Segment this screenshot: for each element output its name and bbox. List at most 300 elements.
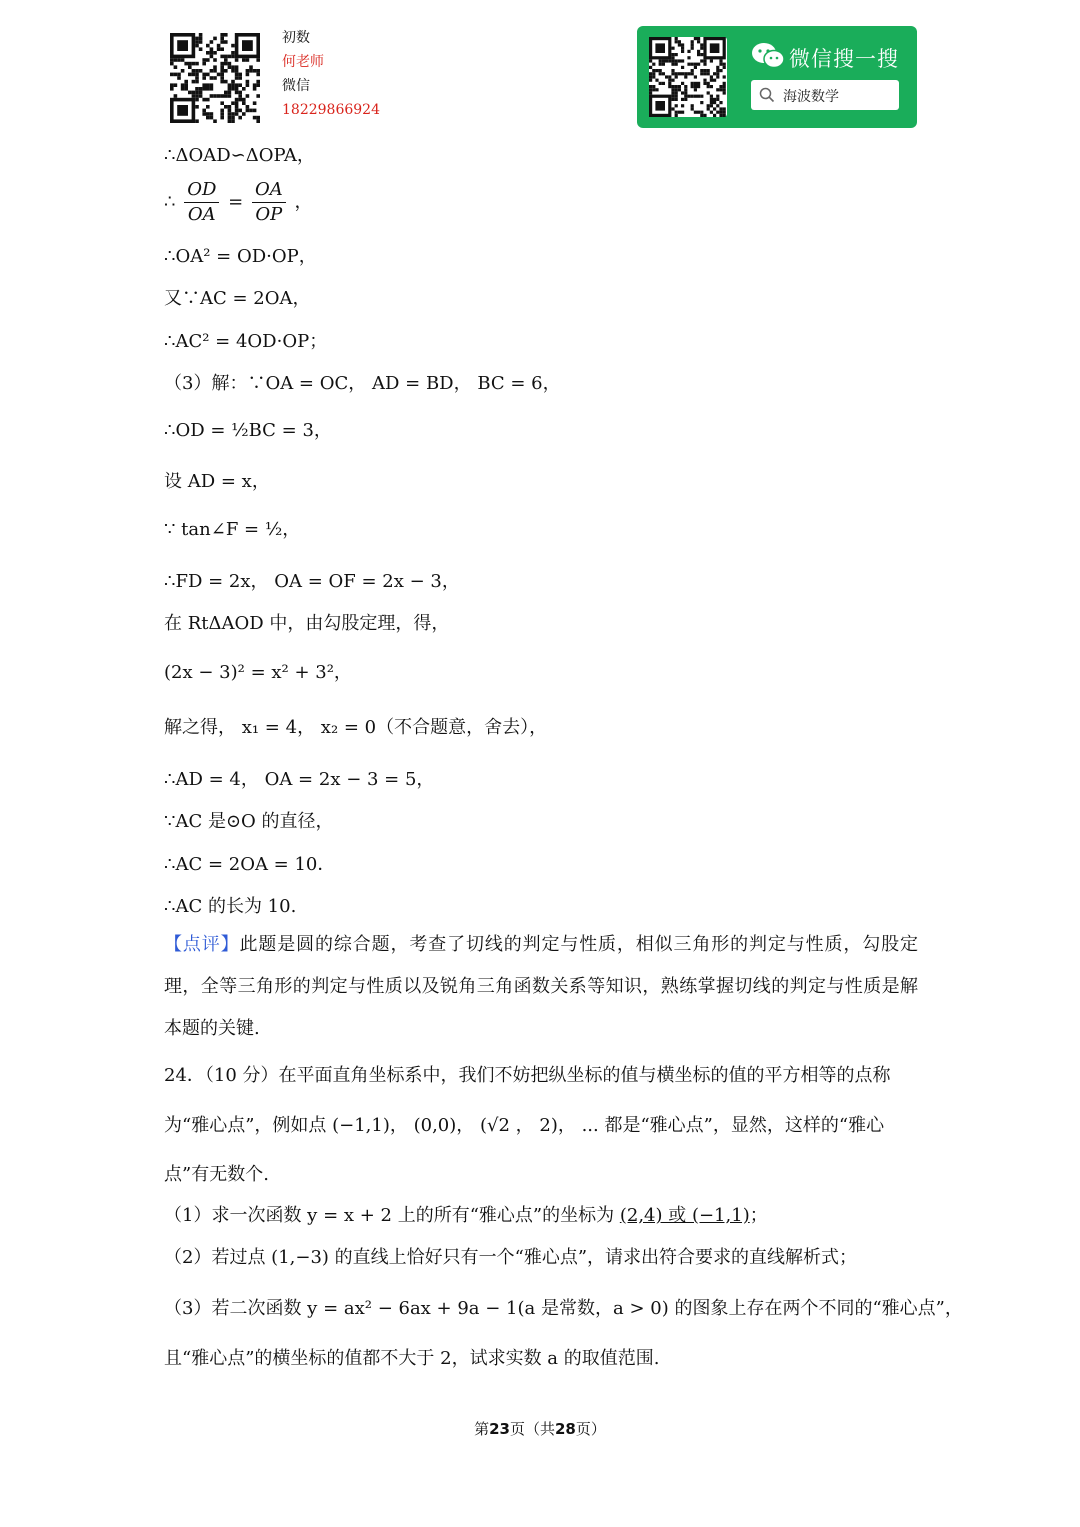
qr-module [195,73,199,77]
qr-module [694,63,697,66]
qr-module [707,82,710,85]
qr-module [671,85,674,88]
footer-post: 页） [575,1420,606,1438]
qr-module [181,58,185,62]
qr-module [694,75,697,78]
qr-module [700,101,703,104]
qr-module [659,82,662,85]
qr-module [206,73,210,77]
qr-module [691,95,694,98]
qr-module [665,59,668,62]
qr-module [195,94,199,98]
qr-code [170,33,260,125]
qr-module [181,83,185,87]
contact-line-1: 初数 [282,30,310,46]
qr-module [671,69,674,72]
qr-module [224,62,228,66]
qr-module [716,104,719,107]
qr-module [681,104,684,107]
solution-line: 解之得， x₁ = 4， x₂ = 0（不合题意，舍去）， [164,717,548,738]
solution-line: ∴AC = 2OA = 10． [164,854,336,875]
qr-module [228,62,232,66]
qr-module [716,75,719,78]
qr-module [210,83,214,87]
qr-module [694,66,697,69]
qr-module [652,88,655,91]
qr-module [231,101,235,105]
qr-module [220,47,224,51]
qr-module [652,85,655,88]
qr-module [192,91,196,95]
qr-module [655,88,658,91]
qr-module [228,109,232,113]
qr-module [184,80,188,84]
qr-module [220,112,224,116]
qr-module [684,85,687,88]
qr-module [681,111,684,114]
qr-module [238,109,242,113]
qr-module [652,63,655,66]
qr-module [220,80,224,84]
qr-module [675,40,678,43]
qr-module [202,87,206,91]
qr-module [238,94,242,98]
qr-module [202,109,206,113]
qr-module [649,88,652,91]
qr-module [192,80,196,84]
qr-module [177,73,181,77]
qr-module [246,109,250,113]
qr-module [206,44,210,48]
qr-module [210,40,214,44]
qr-module [713,98,716,101]
qr-module [170,87,174,91]
qr-module [716,111,719,114]
qr-module [687,72,690,75]
qr-module [220,69,224,73]
qr-module [256,83,260,87]
qr-module [678,72,681,75]
qr-module [681,59,684,62]
footer-total-pages: 28 [555,1420,576,1438]
qr-module [659,63,662,66]
qr-module [700,43,703,46]
qr-module [707,85,710,88]
qr-module [719,85,722,88]
qr-module [220,33,224,37]
qr-module [228,116,232,120]
qr-module [177,58,181,62]
qr-module [174,83,178,87]
solution-line: ∴AC 的长为 10. [164,896,297,917]
qr-module [246,83,250,87]
qr-module [192,73,196,77]
qr-module [675,114,678,117]
qr-module [253,109,257,113]
qr-module [238,76,242,80]
qr-module [710,98,713,101]
qr-module [210,116,214,120]
qr-module [723,85,726,88]
qr-module [697,53,700,56]
qr-module [174,94,178,98]
qr-finder [177,105,188,116]
solution-line: 设 AD = x， [164,471,270,492]
qr-module [691,63,694,66]
qr-module [256,73,260,77]
question-part-3-line-2: 且“雅心点”的横坐标的值都不大于 2，试求实数 a 的取值范围. [164,1348,660,1369]
qr-module [210,76,214,80]
qr-module [659,69,662,72]
qr-module [224,94,228,98]
qr-module [213,65,217,69]
qr-module [199,33,203,37]
qr-module [707,72,710,75]
qr-module [228,112,232,116]
qr-module [206,112,210,116]
qr-module [707,107,710,110]
qr-module [224,55,228,59]
qr-module [675,91,678,94]
qr-module [659,59,662,62]
qr-module [671,59,674,62]
qr-module [700,53,703,56]
qr-module [662,63,665,66]
qr-module [652,72,655,75]
qr-module [199,69,203,73]
qr-module [184,62,188,66]
qr-module [220,116,224,120]
qr-module [719,101,722,104]
qr-module [224,80,228,84]
qr-module [684,75,687,78]
qr-module [210,69,214,73]
solution-line-fraction: ∴ $\frac{OD}{OA}$ = $\frac{OA}{OP}$ ， [164,179,313,225]
qr-module [206,105,210,109]
qr-finder [242,40,253,51]
qr-module [652,75,655,78]
qr-module [195,69,199,73]
qr-module [195,40,199,44]
qr-module [177,76,181,80]
qr-module [697,37,700,40]
qr-module [213,69,217,73]
qr-module [242,58,246,62]
qr-module [220,65,224,69]
qr-module [681,72,684,75]
qr-module [675,63,678,66]
qr-module [210,47,214,51]
wechat-search-card[interactable] [637,26,917,128]
qr-module [678,85,681,88]
qr-module [220,40,224,44]
qr-module [206,58,210,62]
qr-module [238,91,242,95]
qr-module [710,111,713,114]
footer-mid: 页（共 [509,1420,555,1438]
qr-module [235,69,239,73]
qr-module [671,53,674,56]
qr-finder [177,40,188,51]
qr-module [675,98,678,101]
qr-module [678,43,681,46]
qr-module [195,37,199,41]
qr-module [700,111,703,114]
qr-module [256,119,260,123]
qr-module [694,88,697,91]
page-footer [0,1418,1080,1439]
qr-module [723,114,726,117]
qr-module [231,51,235,55]
qr-module [703,114,706,117]
qr-module [192,94,196,98]
qr-module [707,69,710,72]
qr-module [231,55,235,59]
qr-module [668,82,671,85]
qr-module [649,75,652,78]
question-intro-line-1: 24．（10 分）在平面直角坐标系中，我们不妨把纵坐标的值与横坐标的值的平方相等的点称 [164,1065,891,1086]
qr-module [691,72,694,75]
qr-module [231,44,235,48]
qr-module [668,85,671,88]
qr-module [713,72,716,75]
qr-module [220,55,224,59]
qr-module [655,79,658,82]
qr-module [716,72,719,75]
qr-module [649,79,652,82]
qr-module [195,91,199,95]
qr-module [697,63,700,66]
qr-module [723,91,726,94]
qr-module [668,75,671,78]
qr-module [723,63,726,66]
qr-module [246,58,250,62]
qr-module [188,91,192,95]
qr-module [220,62,224,66]
qr-module [671,91,674,94]
solution-line: ∴OA² = OD·OP， [164,246,317,267]
qr-module [242,112,246,116]
qr-module [710,101,713,104]
qr-module [195,87,199,91]
qr-module [719,88,722,91]
qr-module [210,51,214,55]
qr-module [206,116,210,120]
qr-module [228,83,232,87]
qr-module [174,65,178,69]
qr-module [675,85,678,88]
qr-module [220,101,224,105]
qr-module [707,104,710,107]
qr-module [195,80,199,84]
qr-module [224,58,228,62]
qr-module [675,59,678,62]
qr-module [213,76,217,80]
qr-module [684,88,687,91]
qr-module [228,65,232,69]
qr-module [235,58,239,62]
qr-module [217,44,221,48]
qr-module [199,87,203,91]
qr-module [703,72,706,75]
qr-module [253,69,257,73]
qr-module [202,112,206,116]
qr-module [668,59,671,62]
qr-module [694,95,697,98]
solution-line: ∴OD = ½BC = 3， [164,420,332,441]
qr-module [700,69,703,72]
qr-module [671,88,674,91]
qr-module [675,104,678,107]
qr-module [687,56,690,59]
qr-module [195,44,199,48]
qr-module [195,119,199,123]
qr-module [713,101,716,104]
qr-module [678,111,681,114]
qr-module [242,98,246,102]
qr-module [681,47,684,50]
qr-module [210,94,214,98]
qr-module [220,109,224,113]
qr-module [694,37,697,40]
qr-module [213,94,217,98]
qr-module [668,79,671,82]
qr-module [238,98,242,102]
qr-module [710,59,713,62]
qr-module [238,83,242,87]
qr-module [713,114,716,117]
qr-module [188,65,192,69]
qr-module [681,43,684,46]
qr-module [684,91,687,94]
qr-module [716,95,719,98]
qr-module [228,91,232,95]
question-part-1-text: （1）求一次函数 y = x + 2 上的所有“雅心点”的坐标为 [164,1205,620,1226]
qr-module [206,51,210,55]
qr-module [253,87,257,91]
qr-module [700,72,703,75]
qr-module [242,101,246,105]
qr-module [681,82,684,85]
qr-module [678,59,681,62]
qr-module [235,112,239,116]
qr-module [694,85,697,88]
search-icon [759,87,775,107]
qr-module [703,63,706,66]
fraction-oa-op: $\frac{OA}{OP}$ [252,178,286,227]
qr-module [188,62,192,66]
qr-module [235,98,239,102]
wechat-search-box[interactable] [751,80,899,110]
qr-module [675,95,678,98]
qr-module [235,109,239,113]
qr-module [195,98,199,102]
qr-module [652,69,655,72]
qr-module [249,69,253,73]
question-part-1 [164,1201,768,1227]
qr-module [192,62,196,66]
qr-module [246,69,250,73]
qr-module [231,116,235,120]
qr-module [675,53,678,56]
qr-module [235,76,239,80]
qr-module [649,59,652,62]
qr-module [649,72,652,75]
qr-module [687,50,690,53]
qr-module [238,73,242,77]
qr-module [687,63,690,66]
qr-module [206,83,210,87]
qr-module [691,43,694,46]
qr-module [195,76,199,80]
qr-module [675,72,678,75]
qr-module [217,73,221,77]
qr-module [691,85,694,88]
qr-finder [710,43,720,53]
qr-module [249,109,253,113]
qr-module [716,88,719,91]
qr-module [681,91,684,94]
qr-module [256,94,260,98]
solution-line: 又∵AC = 2OA， [164,288,311,309]
qr-module [723,66,726,69]
therefore-symbol: ∴ [164,191,176,213]
solution-line: （3）解：∵OA = OC， AD = BD， BC = 6， [164,373,561,394]
qr-module [723,82,726,85]
qr-module [246,73,250,77]
question-part-1-suffix: ； [749,1205,768,1226]
qr-module [697,82,700,85]
qr-module [202,83,206,87]
qr-module [700,47,703,50]
qr-module [228,105,232,109]
qr-module [723,107,726,110]
qr-module [253,83,257,87]
qr-module [691,47,694,50]
qr-module [675,111,678,114]
solution-line: ∵ tan∠F = ½， [164,519,301,540]
qr-module [235,105,239,109]
qr-module [716,98,719,101]
qr-module [678,88,681,91]
qr-module [246,105,250,109]
qr-module [253,101,257,105]
qr-module [181,87,185,91]
qr-module [195,105,199,109]
qr-module [213,58,217,62]
qr-module [671,47,674,50]
qr-module [719,114,722,117]
solution-line: ∴AC² = 4OD·OP； [164,331,328,352]
qr-module [224,91,228,95]
qr-module [649,66,652,69]
wechat-logo-icon [751,42,785,74]
qr-module [684,98,687,101]
qr-module [235,87,239,91]
qr-module [700,95,703,98]
qr-module [213,51,217,55]
qr-module [697,40,700,43]
qr-module [184,83,188,87]
qr-module [231,65,235,69]
qr-module [256,69,260,73]
qr-module [256,80,260,84]
qr-module [671,56,674,59]
qr-module [681,66,684,69]
qr-module [713,107,716,110]
qr-module [671,98,674,101]
qr-module [228,94,232,98]
